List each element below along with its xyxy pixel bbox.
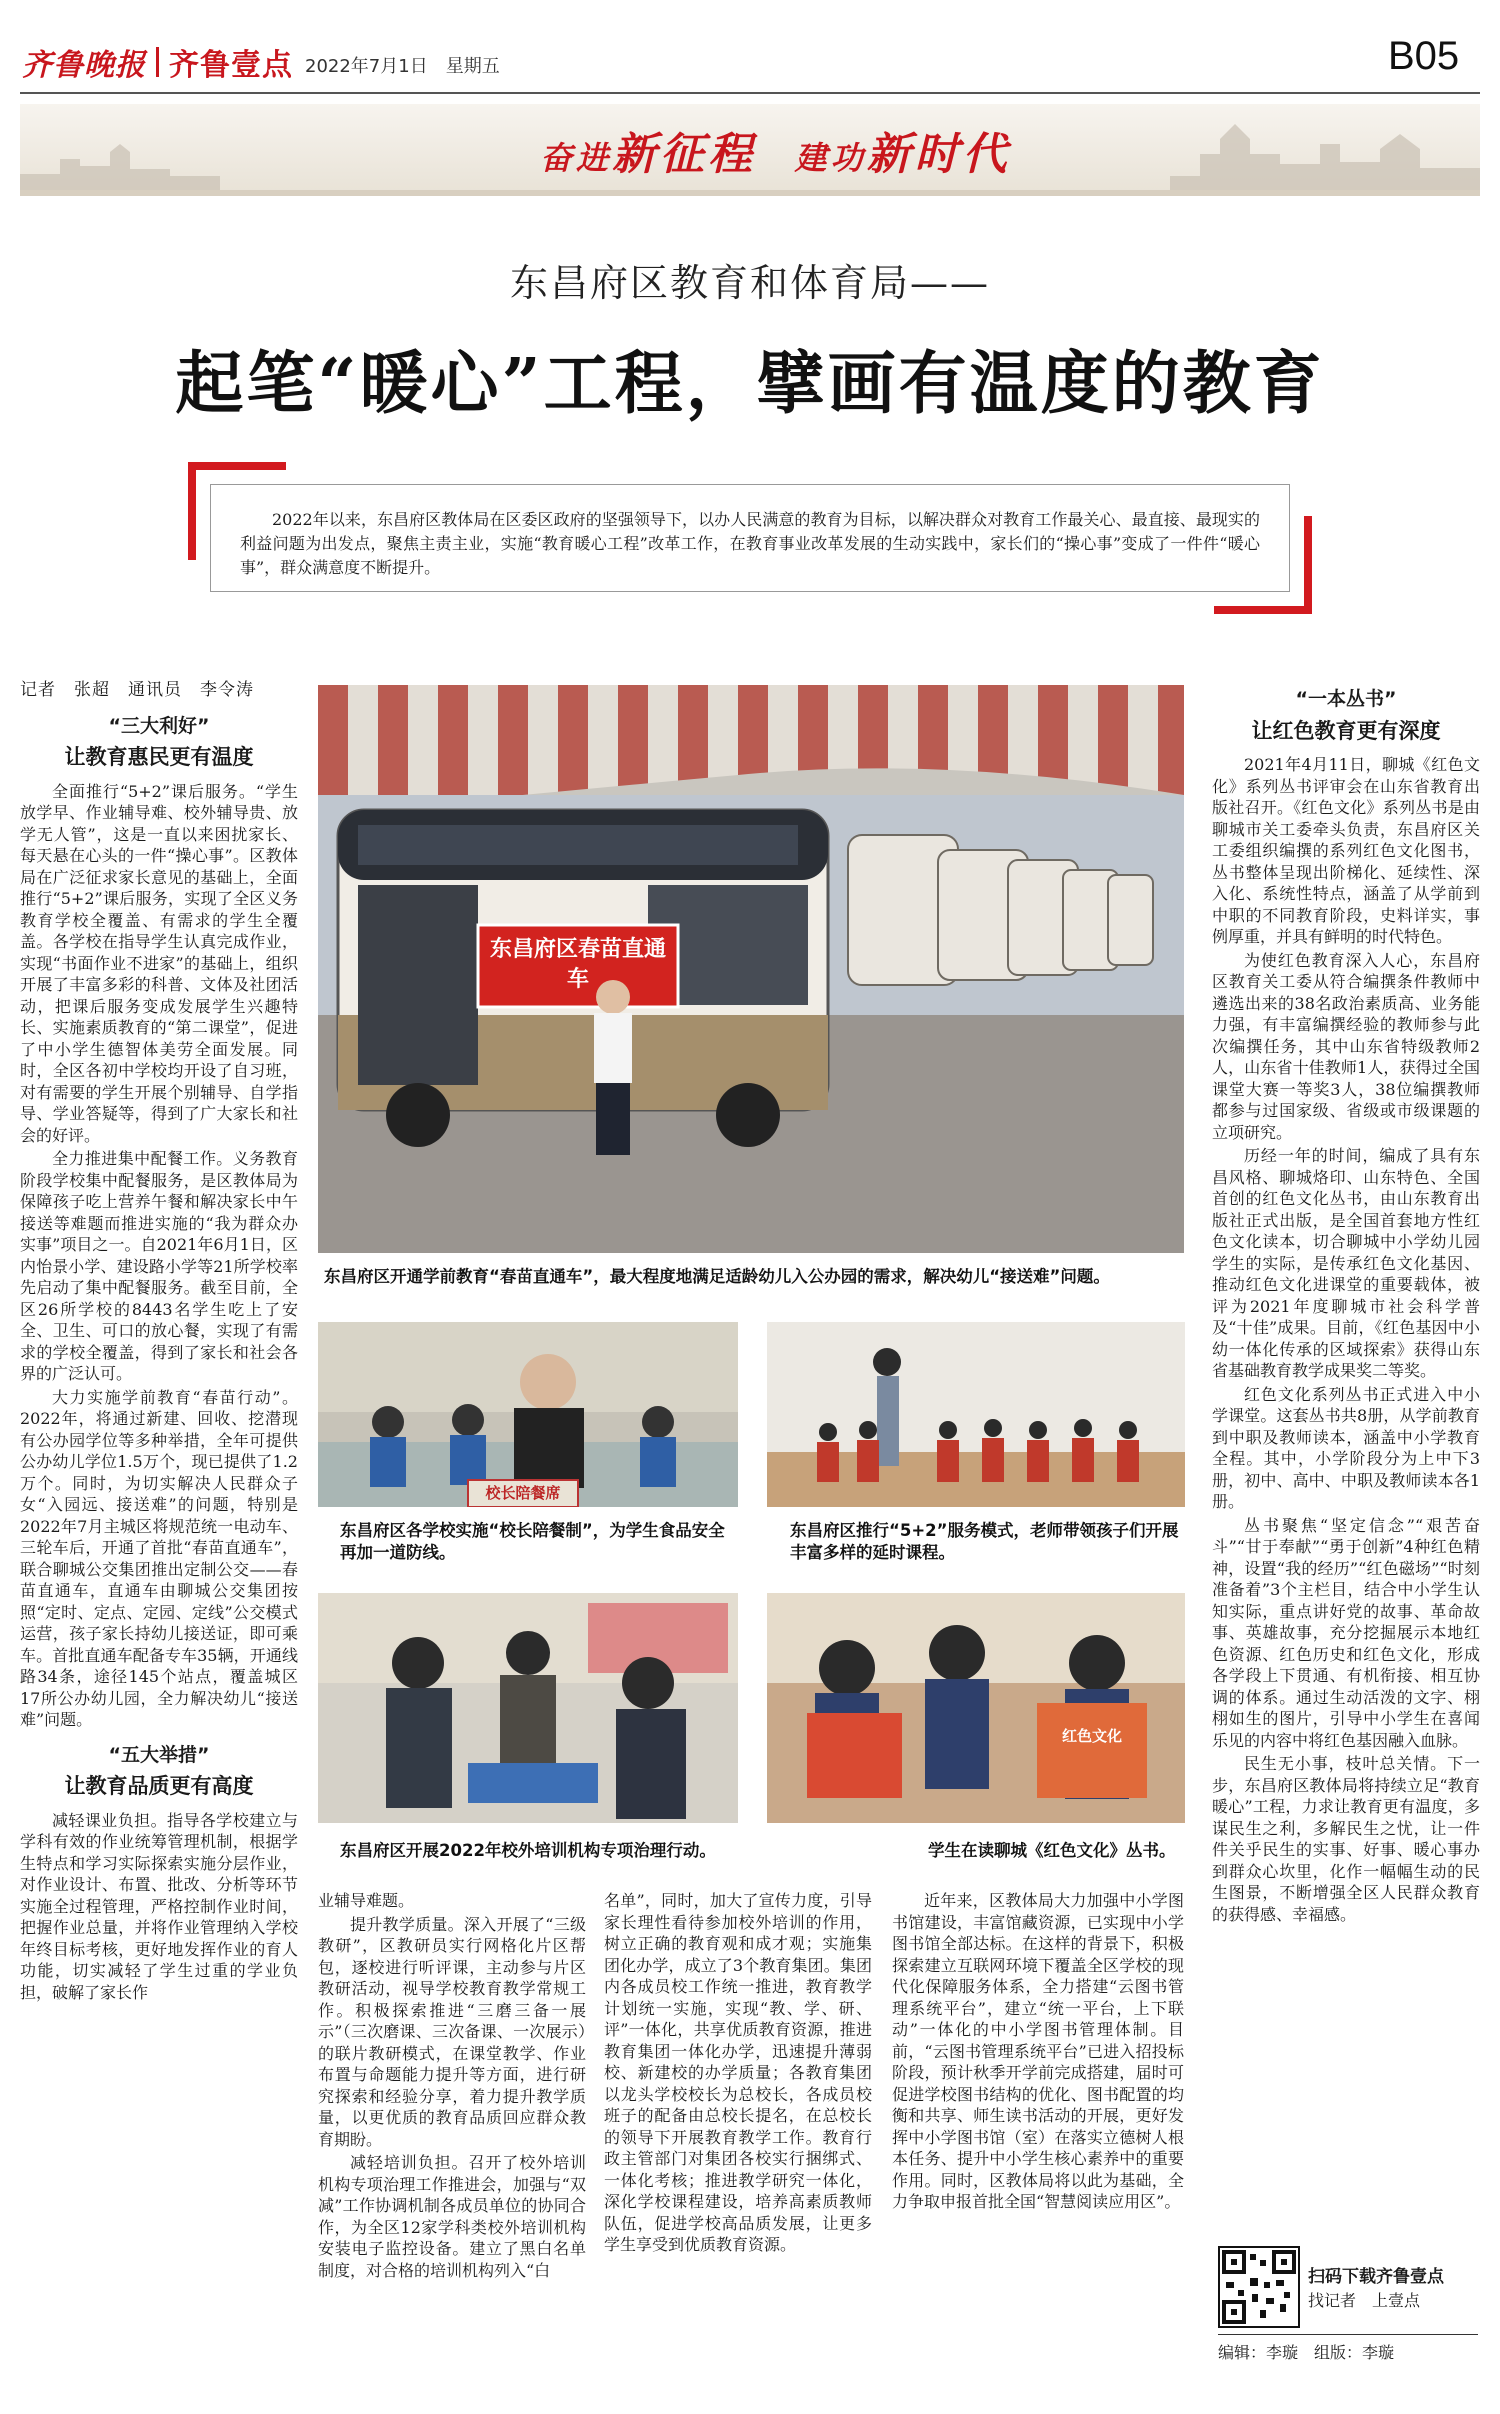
column-5 [1212,685,1480,1927]
masthead-divider [156,47,159,77]
paragraph: 提升教学质量。深入开展了“三级教研”，区教研员实行网格化片区帮包，逐校进行听评课，主动参与片区教研活动，视导学校教育教学常规工作。积极探索推进“三磨三备一展示”（三次磨课、三次备课、一次展示）的联片教研模式，在课堂教学、作业布置与命题能力提升等方面，进行研究探索和经验分享，着力提升教学质量，以更优质的教育品质回应群众教育期盼。 [318,1914,586,2149]
bus-photo-illustration [318,685,1184,1253]
caption-training-inspection: 东昌府区开展2022年校外培训机构专项治理行动。 [340,1841,716,1860]
photo-canteen [318,1322,738,1507]
paragraph: 减轻培训负担。召开了校外培训机构专项治理工作推进会，加强与“双减”工作协调机制各成员单位的协同合作，为全区12家学科类校外培训机构安装电子监控设备。建立了黑白名单制度，对合格的培训机构列入“白 [318,2153,586,2280]
qr-slogan: 找记者 上壹点 [1308,2291,1421,2310]
paragraph: 减轻课业负担。指导各学校建立与学科有效的作业统筹管理机制，根据学生特点和学习实际探索实施分层作业，对作业设计、布置、批改、分析等环节实施全过程管理，严格控制作业时间，把握作业总量，并将作业管理纳入学校年终目标考核，更好地发挥作业的育人功能，切实减轻了学生过重的学业负担，破解了家长作 [20,1810,298,2002]
column-2 [318,1890,586,2283]
caption-dance-class: 东昌府区推行“5+2”服务模式，老师带领孩子们开展丰富多样的延时课程。 [790,1521,1179,1562]
paragraph: 近年来，区教体局大力加强中小学图书馆建设，丰富馆藏资源，已实现中小学图书馆全部达标。在这样的背景下，积极探索建立互联网环境下覆盖全区学校的现代化保障服务体系，全力搭建“云图书管理系统平台”，建立“统一平台，上下联动”一体化的中小学图书管理体制。目前，“云图书管理系统平台”已进入招投标阶段，预计秋季开学前完成搭建，届时可促进学校图书结构的优化、图书配置的均衡和共享、师生读书活动的开展，更好发挥中小学图书馆（室）在落实立德树人根本任务、提升中小学生核心素养中的重要作用。同时，区教体局将以此为基础，全力争取申报首批全国“智慧阅读应用区”。 [892,1891,1184,2211]
paragraph: 大力实施学前教育“春苗行动”。2022年，将通过新建、回收、挖潜现有公办园学位等多种举措，全年可提供公办幼儿学位1.5万个，现已提供了1.2万个。同时，为切实解决人民群众子女“入园远、接送难”的问题，特别是2022年7月主城区将规范统一电动车、三轮车后，开通了首批“春苗直通车”，联合聊城公交集团推出定制公交——春苗直通车，直通车由聊城公交集团按照“定时、定点、定园、定线”公交模式运营，孩子家长持幼儿接送证，即可乘车。首批直通车配备专车35辆，开通线路34条，途径145个站点，覆盖城区17所公办幼儿园，全力解决幼儿“接送难”问题。 [20,1387,298,1729]
book-cover-title: 红色文化 [1061,1727,1122,1745]
dance-photo-illustration [767,1322,1185,1507]
brand-qilu-yidian: 齐鲁壹点 [169,48,293,83]
brand-qilu-evening: 齐鲁晚报 [22,48,146,83]
column-4 [892,1890,1184,2215]
caption-bus: 东昌府区开通学前教育“春苗直通车”，最大程度地满足适龄幼儿入公办园的需求，解决幼儿“接送难”问题。 [324,1267,1110,1286]
byline: 记者 张超 通讯员 李令涛 [20,680,254,700]
canteen-sign-text: 校长陪餐席 [485,1484,561,1502]
qr-code-icon [1220,2248,1298,2326]
article-kicker: 东昌府区教育和体育局—— [509,261,990,305]
header-rule [20,92,1480,94]
issue-date: 2022年7月1日 星期五 [305,56,500,77]
page-number: B05 [1388,34,1460,78]
paragraph: 历经一年的时间，编成了具有东昌风格、聊城烙印、山东特色、全国首创的红色文化丛书，由山东教育出版社正式出版，是全国首套地方性红色文化读本，切合聊城中小学幼儿园学生的实际，是传承红色文化基因、推动红色文化进课堂的重要载体，被评为2021年度聊城市社会科学普及“十佳”成果。目前，《红色基因中小幼一体化传承的区域探索》获得山东省基础教育教学成果奖二等奖。 [1212,1146,1480,1380]
caption-students-reading: 学生在读聊城《红色文化》丛书。 [928,1841,1176,1860]
canteen-photo-illustration [318,1322,738,1507]
bus-sign-text: 东昌府区春苗直通车 [489,937,666,992]
paragraph: 全力推进集中配餐工作。义务教育阶段学校集中配餐服务，是区教体局为保障孩子吃上营养午餐和解决家长中午接送等难题而推进实施的“我为群众办实事”项目之一。自2021年6月1日，区内怡景小学、建设路小学等21所学校率先启动了集中配餐服务。截至目前，全区26所学校的8443名学生吃上了安全、卫生、可口的放心餐，实现了有需求的学校全覆盖，得到了家长和社会各界的广泛认可。 [20,1149,298,1383]
paragraph: 业辅导难题。 [318,1891,415,1910]
paragraph: 民生无小事，枝叶总关情。下一步，东昌府区教体局将持续立足“教育暖心”工程，力求让教育更有温度，多谋民生之利，多解民生之忧，让一件件关乎民生的实事、好事、暖心事办到群众心坎里，化作一幅幅生动的民生图景，不断增强全区人民群众教育的获得感、幸福感。 [1212,1754,1480,1924]
paragraph: 为使红色教育深入人心，东昌府区教育关工委从符合编撰条件教师中遴选出来的38名政治素质高、业务能力强，有丰富编撰经验的教师参与此次编撰任务，其中山东省特级教师2人，山东省十佳教师1人，获得过全国课堂大赛一等奖3人，38位编撰教师都参与过国家级、省级或市级课题的立项研究。 [1212,950,1480,1142]
section-heading-3: “一本丛书” 让红色教育更有深度 [1251,688,1441,743]
reading-photo-illustration [767,1593,1185,1823]
section-heading-2: “五大举措” 让教育品质更有高度 [64,1743,254,1798]
banner-slogan: 奋进新征程 建功新时代 [540,129,1011,180]
lead-box [188,462,1312,614]
photo-training-inspection [318,1593,738,1823]
paragraph: 红色文化系列丛书正式进入中小学课堂。这套丛书共8册，从学前教育到中职及教师读本，涵盖中小学教育全程。其中，小学阶段分为上中下3册，初中、高中、中职及教师读本各1册。 [1212,1384,1480,1511]
training-photo-illustration [318,1593,738,1823]
lead-paragraph: 2022年以来，东昌府区教体局在区委区政府的坚强领导下，以办人民满意的教育为目标，以解决群众对教育工作最关心、最直接、最现实的利益问题为出发点，聚焦主责主业，实施“教育暖心工程”改革工作，在教育事业改革发展的生动实践中，家长们的“操心事”变成了一件件“暖心事”，群众满意度不断提升。 [240,510,1260,577]
paragraph: 丛书聚焦“坚定信念”“艰苦奋斗”“甘于奉献”“勇于创新”4种红色精神，设置“我的经历”“红色磁场”“时刻准备着”3个主栏目，结合中小学生认知实际，重点讲好党的故事、革命故事、英雄故事，充分挖掘展示本地红色资源、红色历史和红色文化，形成各学段上下贯通、有机衔接、相互协调的体系。通过生动活泼的文字、栩栩如生的图片，引导中小学生在喜闻乐见的内容中将红色基因融入血脉。 [1212,1515,1480,1750]
theme-banner [20,104,1480,196]
qr-label: 扫码下载齐鲁壹点 [1308,2267,1444,2287]
photo-dance-class [767,1322,1185,1507]
editor-credit: 编辑：李璇 组版：李璇 [1218,2343,1395,2362]
paragraph: 名单”，同时，加大了宣传力度，引导家长理性看待参加校外培训的作用，树立正确的教育观和成才观；实施集团化办学，成立了3个教育集团。集团内各成员校工作统一推进，教育教学计划统一实施，实现“教、学、研、评”一体化，共享优质教育资源，推进教育集团一体化办学，迅速提升薄弱校、新建校的办学质量；各教育集团以龙头学校校长为总校长，各成员校班子的配备由总校长提名，在总校长的领导下开展教育教学工作。教育行政主管部门对集团各校实行捆绑式、一体化考核；推进教学研究一体化，深化学校课程建设，培养高素质教师队伍，促进学校高品质发展，让更多学生享受到优质教育资源。 [604,1891,872,2254]
caption-canteen: 东昌府区各学校实施“校长陪餐制”，为学生食品安全再加一道防线。 [340,1521,725,1562]
section-heading-1: “三大利好” 让教育惠民更有温度 [64,714,254,769]
paragraph: 2021年4月11日，聊城《红色文化》系列丛书评审会在山东省教育出版社召开。《红色文化》系列丛书是由聊城市关工委牵头负责，东昌府区关工委组织编撰的系列红色文化图书，丛书整体呈现出阶梯化、延续性、深入化、系统性特点，涵盖了从学前到中职的不同教育阶段，史料详实，事例厚重，并具有鲜明的时代特色。 [1212,755,1480,946]
column-1 [20,680,298,2005]
column-3 [604,1890,872,2258]
paragraph: 全面推行“5+2”课后服务。“学生放学早、作业辅导难、校外辅导贵、放学无人管”，这是一直以来困扰家长、每天悬在心头的一件“操心事”。区教体局在广泛征求家长意见的基础上，全面推行“5+2”课后服务，实现了全区义务教育学校全覆盖、有需求的学生全覆盖。各学校在指导学生认真完成作业，实现“书面作业不进家”的基础上，组织开展了丰富多彩的科普、文体及社团活动，把课后服务变成发展学生兴趣特长、实施素质教育的“第二课堂”，促进了中小学生德智体美劳全面发展。同时，全区各初中学校均开设了自习班，对有需要的学生开展个别辅导、自学指导、学业答疑等，得到了广大家长和社会的好评。 [20,781,298,1145]
footer-rule [1218,2334,1478,2335]
qr-code[interactable] [1218,2246,1300,2328]
masthead [22,40,293,84]
photo-bus [318,685,1184,1253]
photo-students-reading [767,1593,1185,1823]
article-headline: 起笔“暖心”工程，擘画有温度的教育 [175,344,1325,424]
